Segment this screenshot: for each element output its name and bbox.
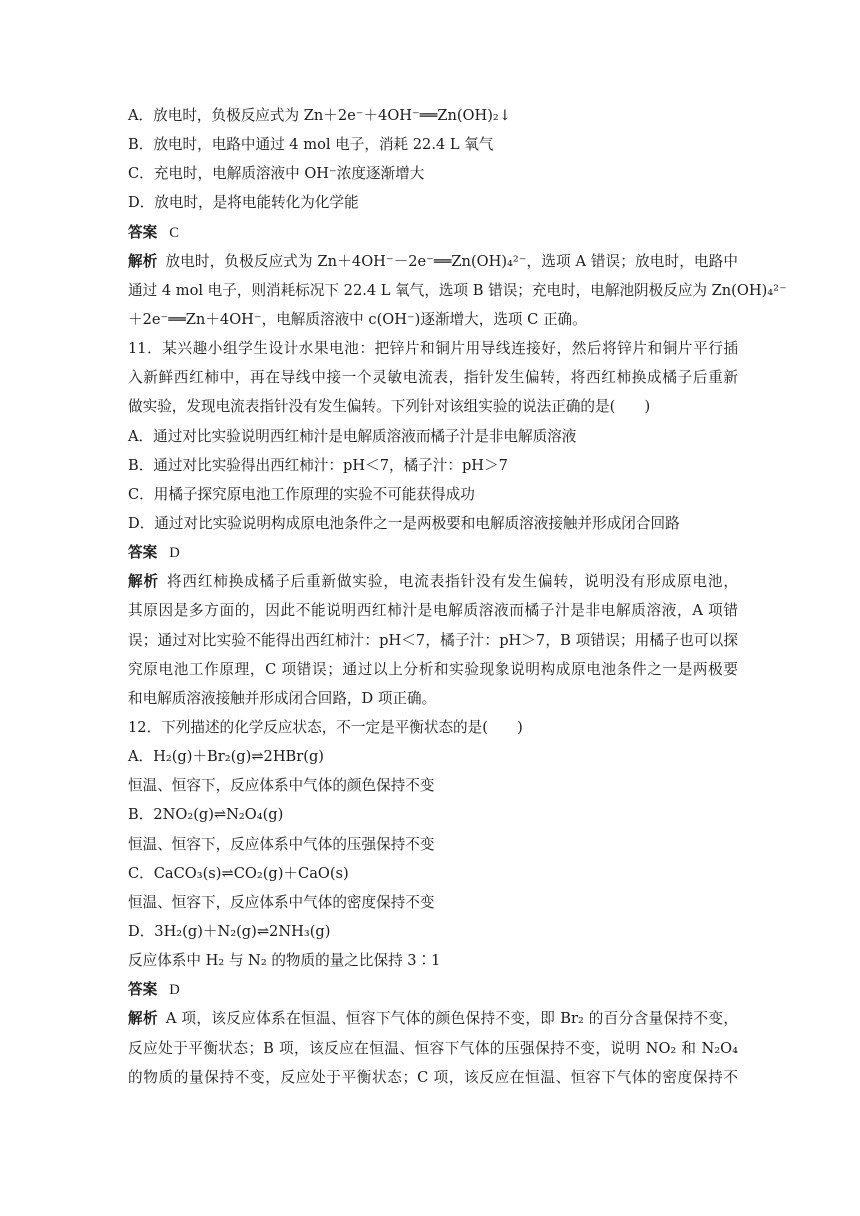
explanation-label: 解析 bbox=[128, 252, 158, 270]
answer-label: 答案 bbox=[128, 544, 158, 562]
q10-explanation-line-1: 解析 放电时，负极反应式为 Zn＋4OH⁻－2e⁻══Zn(OH)₄²⁻，选项 A 错误；放电时，电路中 bbox=[128, 252, 738, 270]
q11-stem-line-1: 11．某兴趣小组学生设计水果电池：把锌片和铜片用导线连接好，然后将锌片和铜片平行插 bbox=[128, 340, 738, 358]
q11-explanation-line-4: 究原电池工作原理，C 项错误；通过以上分析和实验现象说明构成原电池条件之一是两极要 bbox=[128, 660, 738, 678]
q12-option-b-equation: B．2NO₂(g)⇌N₂O₄(g) bbox=[128, 806, 284, 824]
q12-option-a-condition: 恒温、恒容下，反应体系中气体的颜色保持不变 bbox=[128, 777, 435, 795]
q11-explanation-line-2: 其原因是多方面的，因此不能说明西红柿汁是电解质溶液而橘子汁是非电解质溶液，A 项错 bbox=[128, 602, 738, 620]
q10-option-a: A．放电时，负极反应式为 Zn＋2e⁻＋4OH⁻══Zn(OH)₂↓ bbox=[128, 107, 512, 124]
q11-explanation-line-1: 解析 将西红柿换成橘子后重新做实验，电流表指针没有发生偏转，说明没有形成原电池， bbox=[128, 573, 738, 591]
explanation-label: 解析 bbox=[128, 573, 159, 591]
answer-label: 答案 bbox=[128, 981, 158, 999]
q11-stem-line-3: 做实验，发现电流表指针没有发生偏转。下列针对该组实验的说法正确的是( ) bbox=[128, 398, 651, 416]
q12-option-c-equation: C．CaCO₃(s)⇌CO₂(g)＋CaO(s) bbox=[128, 864, 349, 882]
q12-option-c-condition: 恒温、恒容下，反应体系中气体的密度保持不变 bbox=[128, 893, 435, 911]
q11-explanation-line-3: 误；通过对比实验不能得出西红柿汁：pH＜7，橘子汁：pH＞7，B 项错误；用橘子也可以探 bbox=[128, 631, 738, 649]
q10-answer bbox=[128, 218, 738, 247]
explanation-label: 解析 bbox=[128, 1010, 158, 1028]
q11-option-a: A．通过对比实验说明西红柿汁是电解质溶液而橘子汁是非电解质溶液 bbox=[128, 427, 577, 445]
q11-stem-line-2: 入新鲜西红柿中，再在导线中接一个灵敏电流表，指针发生偏转，将西红柿换成橘子后重新 bbox=[128, 369, 738, 387]
q10-option-b: B．放电时，电路中通过 4 mol 电子，消耗 22.4 L 氧气 bbox=[128, 136, 494, 154]
q11-answer bbox=[128, 538, 738, 567]
q12-option-a-equation: A．H₂(g)＋Br₂(g)⇌2HBr(g) bbox=[128, 748, 324, 766]
q12-explanation-line-3: 的物质的量保持不变，反应处于平衡状态；C 项，该反应在恒温、恒容下气体的密度保持不 bbox=[128, 1068, 738, 1086]
page-content bbox=[128, 101, 787, 1092]
q11-explanation-line-5: 和电解质溶液接触并形成闭合回路，D 项正确。 bbox=[128, 689, 437, 707]
q11-option-d: D．通过对比实验说明构成原电池条件之一是两极要和电解质溶液接触并形成闭合回路 bbox=[128, 514, 680, 532]
q10-explanation-line-3: ＋2e⁻══Zn＋4OH⁻，电解质溶液中 c(OH⁻)逐渐增大，选项 C 正确。 bbox=[128, 310, 587, 328]
q10-explanation-line-2: 通过 4 mol 电子，则消耗标况下 22.4 L 氧气，选项 B 错误；充电时，电解池阴极反应为 Zn(OH)₄²⁻ bbox=[128, 281, 787, 299]
q12-answer bbox=[128, 975, 738, 1004]
q12-explanation-line-1: 解析 A 项，该反应体系在恒温、恒容下气体的颜色保持不变，即 Br₂ 的百分含量保持不变， bbox=[128, 1010, 738, 1028]
q10-option-c: C．充电时，电解质溶液中 OH⁻浓度逐渐增大 bbox=[128, 165, 425, 183]
q11-option-b: B．通过对比实验得出西红柿汁：pH＜7，橘子汁：pH＞7 bbox=[128, 456, 508, 474]
q10-option-d: D．放电时，是将电能转化为化学能 bbox=[128, 194, 359, 212]
q12-explanation-line-2: 反应处于平衡状态；B 项，该反应在恒温、恒容下气体的压强保持不变，说明 NO₂ 和 N₂O₄ bbox=[128, 1039, 738, 1057]
q12-option-b-condition: 恒温、恒容下，反应体系中气体的压强保持不变 bbox=[128, 835, 435, 853]
answer-value: D bbox=[169, 982, 180, 999]
q12-stem: 12．下列描述的化学反应状态，不一定是平衡状态的是( ) bbox=[128, 718, 523, 736]
q11-option-c: C．用橘子探究原电池工作原理的实验不可能获得成功 bbox=[128, 485, 475, 503]
answer-value: C bbox=[169, 224, 179, 241]
answer-label: 答案 bbox=[128, 223, 158, 241]
answer-value: D bbox=[169, 545, 180, 562]
q12-option-d-equation: D．3H₂(g)＋N₂(g)⇌2NH₃(g) bbox=[128, 922, 331, 940]
q12-option-d-condition: 反应体系中 H₂ 与 N₂ 的物质的量之比保持 3∶1 bbox=[128, 952, 441, 970]
